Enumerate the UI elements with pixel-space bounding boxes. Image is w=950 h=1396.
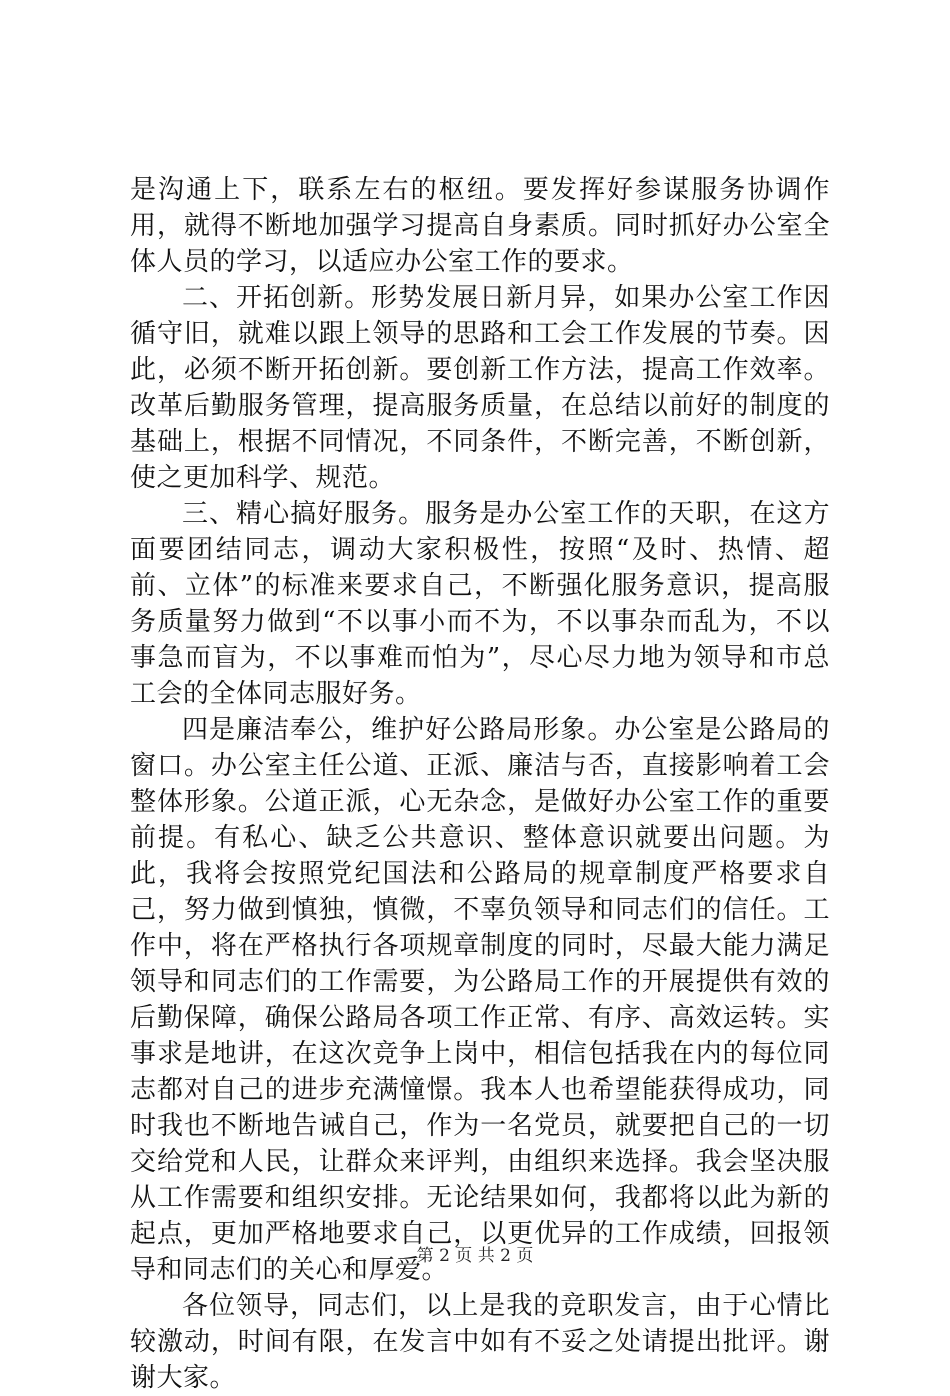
paragraph-service: 三、精心搞好服务。服务是办公室工作的天职，在这方面要团结同志，调动大家积极性，按照“及时、热情、超前、立体”的标准来要求自己，不断强化服务意识，提高服务质量努力做到“不以事小而不为，不以事杂而乱为，不以事急而盲为，不以事难而怕为”，尽心尽力地为领导和市总工会的全体同志服好务。 [130,499,830,709]
paragraph-continuation: 是沟通上下，联系左右的枢纽。要发挥好参谋服务协调作用，就得不断地加强学习提高自身素质。同时抓好办公室全体人员的学习，以适应办公室工作的要求。 [130,175,830,277]
paragraph-integrity: 四是廉洁奉公，维护好公路局形象。办公室是公路局的窗口。办公室主任公道、正派、廉洁与否，直接影响着工会整体形象。公道正派，心无杂念，是做好办公室工作的重要前提。有私心、缺乏公共意识、整体意识就要出问题。为此，我将会按照党纪国法和公路局的规章制度严格要求自己，努力做到慎独，慎微，不辜负领导和同志们的信任。工作中，将在严格执行各项规章制度的同时，尽最大能力满足领导和同志们的工作需要，为公路局工作的开展提供有效的后勤保障，确保公路局各项工作正常、有序、高效运转。实事求是地讲，在这次竞争上岗中，相信包括我在内的每位同志都对自己的进步充满憧憬。我本人也希望能获得成功，同时我也不断地告诫自己，作为一名党员，就要把自己的一切交给党和人民，让群众来评判，由组织来选择。我会坚决服从工作需要和组织安排。无论结果如何，我都将以此为新的起点，更加严格地要求自己，以更优异的工作成绩，回报领导和同志们的关心和厚爱。 [130,715,830,1285]
paragraph-closing: 各位领导，同志们，以上是我的竞职发言，由于心情比较激动，时间有限，在发言中如有不妥之处请提出批评。谢谢大家。 [130,1291,830,1393]
paragraph-innovation: 二、开拓创新。形势发展日新月异，如果办公室工作因循守旧，就难以跟上领导的思路和工会工作发展的节奏。因此，必须不断开拓创新。要创新工作方法，提高工作效率。改革后勤服务管理，提高服务质量，在总结以前好的制度的基础上，根据不同情况，不同条件，不断完善，不断创新，使之更加科学、规范。 [130,283,830,493]
document-body [130,172,830,1396]
page-number-footer: 第 2 页 共 2 页 [416,1246,534,1266]
